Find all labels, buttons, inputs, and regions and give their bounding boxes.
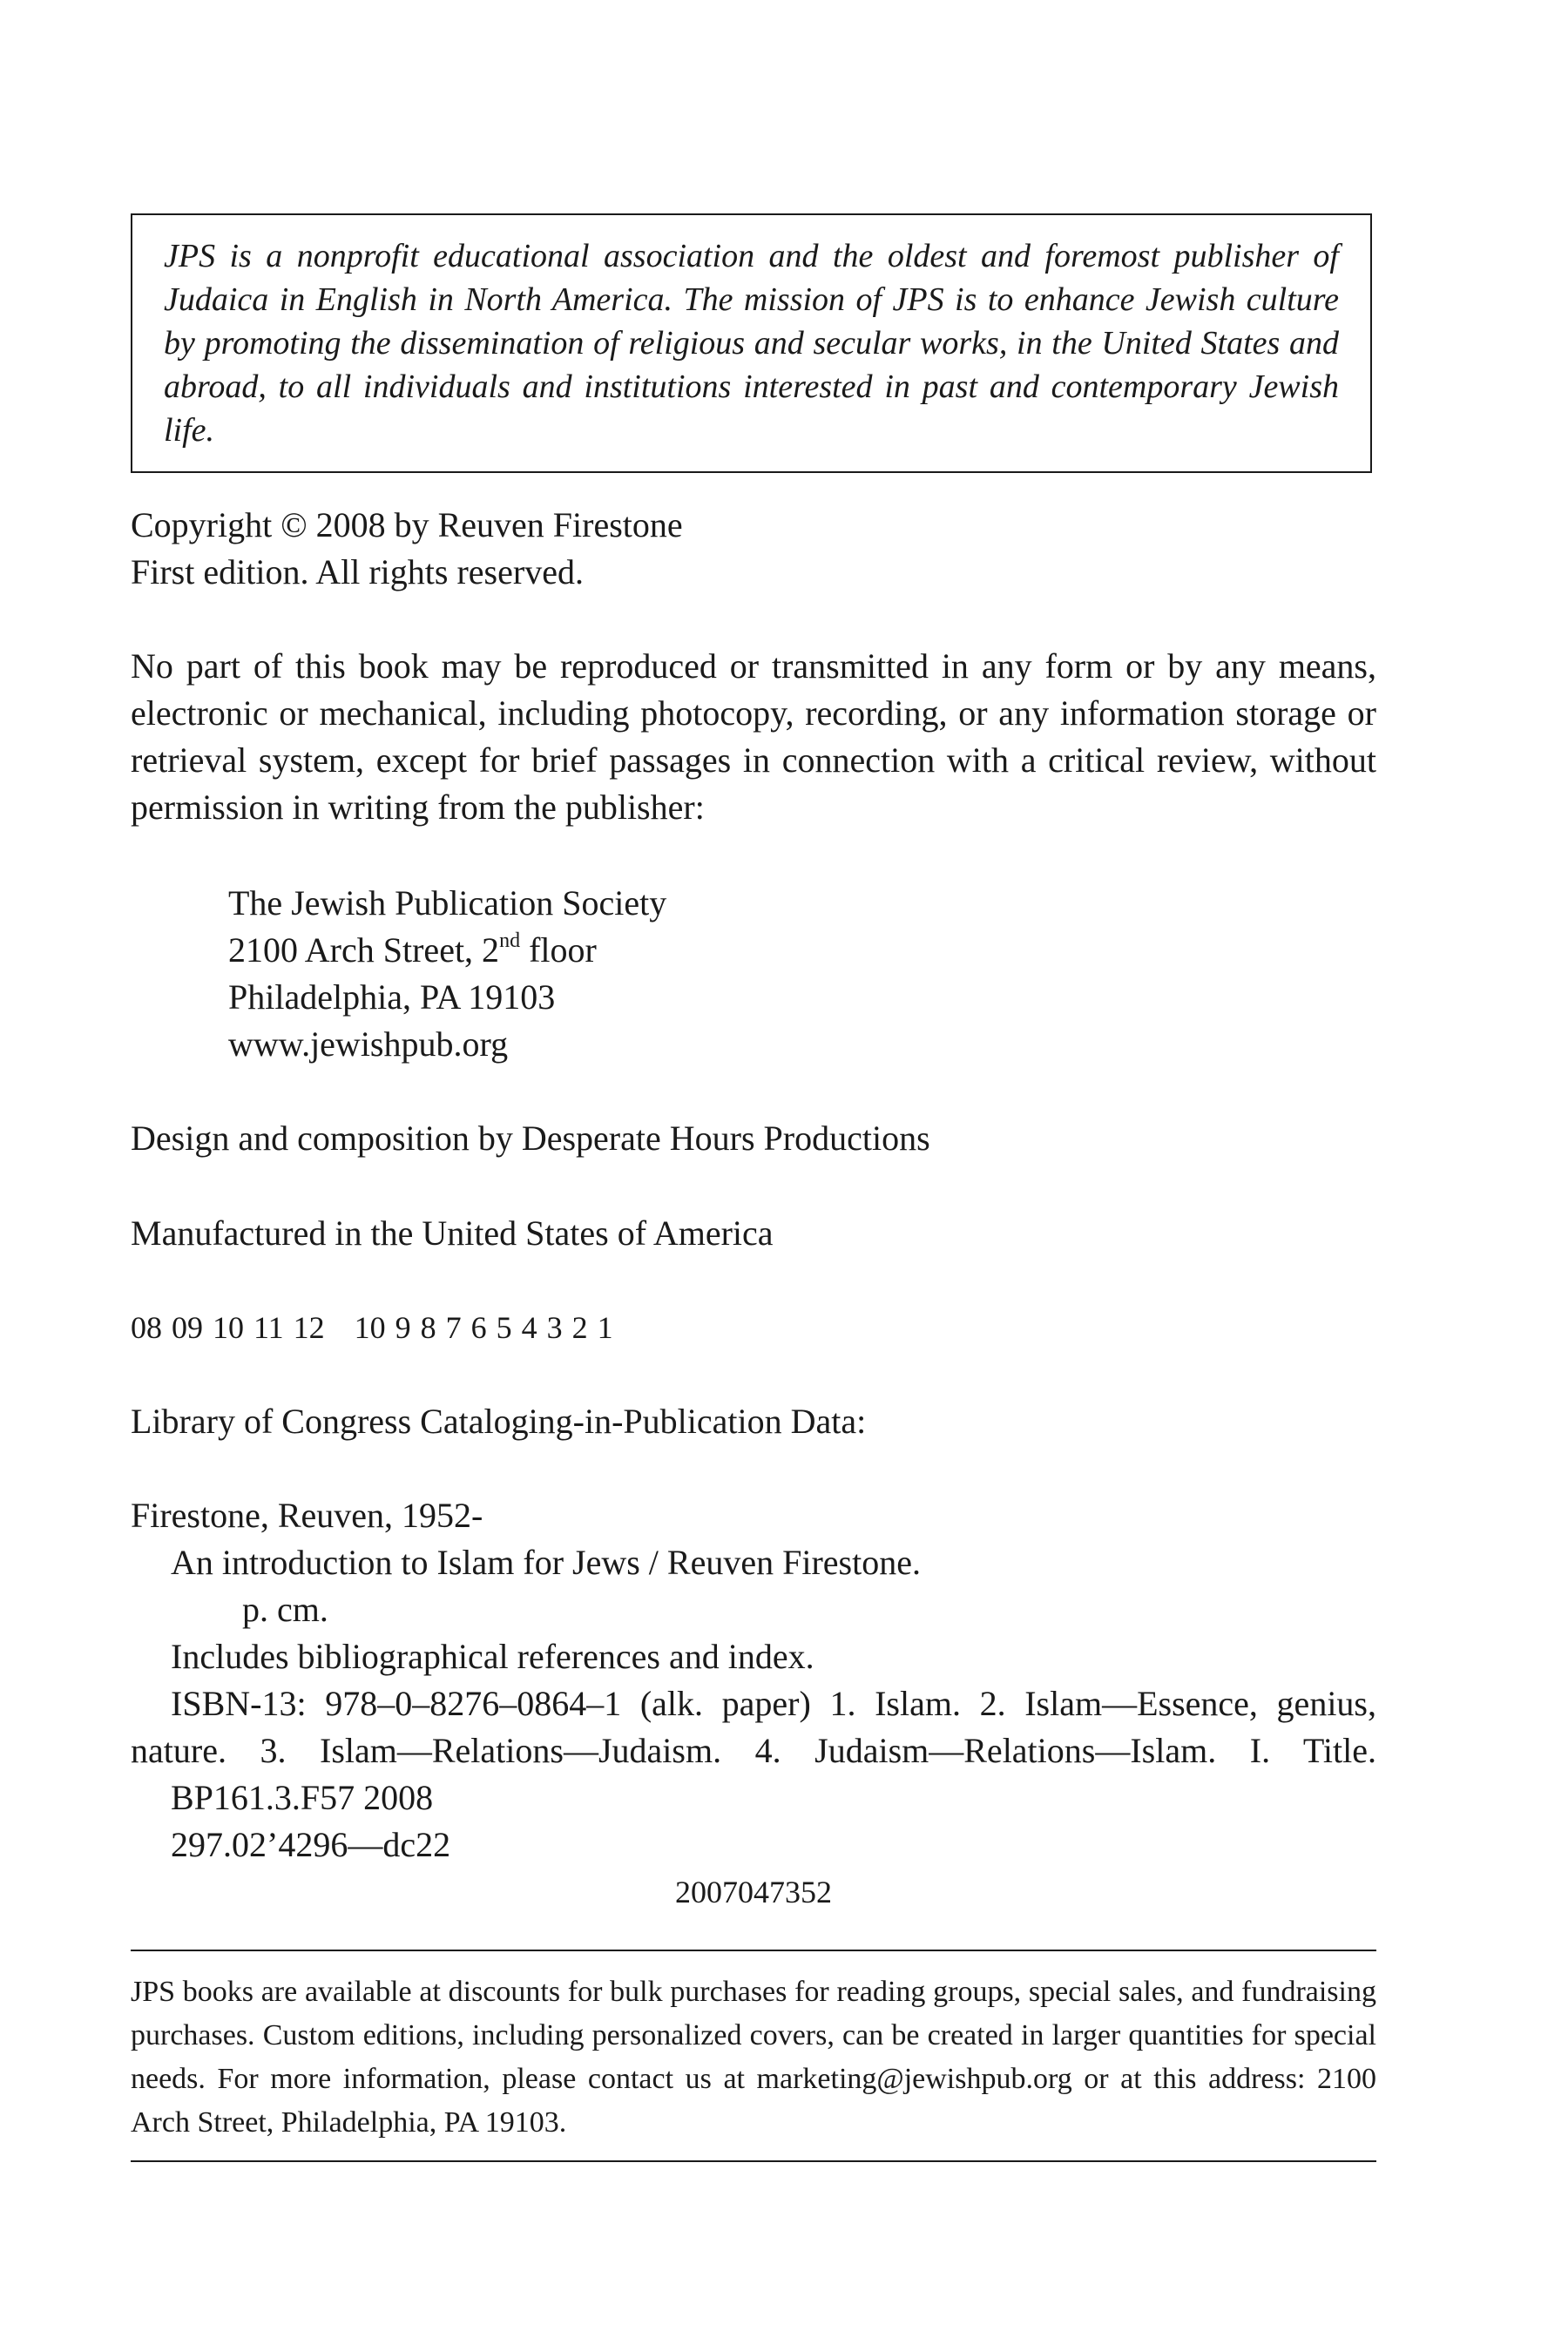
cip-notes: Includes bibliographical references and index. bbox=[171, 1637, 814, 1676]
manufactured-notice bbox=[131, 1210, 1376, 1257]
printing-years: 08 09 10 11 12 bbox=[131, 1310, 325, 1345]
printing-impressions: 10 9 8 7 6 5 4 3 2 1 bbox=[354, 1310, 613, 1345]
printing-line bbox=[131, 1304, 1376, 1351]
design-credit bbox=[131, 1115, 1376, 1162]
bulk-sales-top-rule bbox=[131, 1950, 1376, 1951]
publisher-street-prefix: 2100 Arch Street, 2 bbox=[228, 930, 500, 970]
cip-lccn: 2007047352 bbox=[675, 1875, 832, 1909]
bulk-sales-notice bbox=[131, 1970, 1376, 2145]
publisher-website: www.jewishpub.org bbox=[228, 1024, 509, 1064]
cip-pages: p. cm. bbox=[242, 1590, 328, 1629]
publisher-city: Philadelphia, PA 19103 bbox=[228, 977, 556, 1017]
design-credit-text: Design and composition by Desperate Hours Productions bbox=[131, 1119, 930, 1158]
cip-lc-class: BP161.3.F57 2008 bbox=[171, 1778, 434, 1817]
manufactured-text: Manufactured in the United States of America bbox=[131, 1213, 774, 1253]
cip-dewey: 297.02’4296—dc22 bbox=[171, 1825, 451, 1864]
publisher-address bbox=[228, 880, 1474, 1068]
cip-author: Firestone, Reuven, 1952- bbox=[131, 1496, 483, 1535]
rights-notice-text: No part of this book may be reproduced or transmitted in any form or by any means, electronic or mechanical, including photocopy, recording, or any information storage or retrieval system, except for brief passages in connection with a critical review, without permission in writing from the publisher: bbox=[131, 646, 1376, 827]
cip-title: An introduction to Islam for Jews / Reuven Firestone. bbox=[171, 1543, 921, 1582]
mission-statement-text: JPS is a nonprofit educational association and the oldest and foremost publisher of Judaica in English in North America. The mission of JPS is to enhance Jewish culture by promoting the dissemination of religious and secular works, in the United States and abroad, to all individuals and institutions interested in past and contemporary Jewish life. bbox=[164, 238, 1339, 449]
loc-heading bbox=[131, 1398, 1376, 1445]
copyright-line: Copyright © 2008 by Reuven Firestone bbox=[131, 505, 683, 544]
copyright-block bbox=[131, 502, 1376, 596]
publisher-name: The Jewish Publication Society bbox=[228, 883, 667, 923]
publisher-street-ordinal: nd bbox=[499, 929, 521, 953]
edition-line: First edition. All rights reserved. bbox=[131, 552, 584, 591]
publisher-street bbox=[228, 927, 1474, 974]
bulk-sales-bottom-rule bbox=[131, 2160, 1376, 2162]
rights-notice bbox=[131, 643, 1376, 831]
loc-heading-text: Library of Congress Cataloging-in-Publication Data: bbox=[131, 1402, 867, 1441]
cip-isbn-line-2: nature. 3. Islam—Relations—Judaism. 4. Judaism—Relations—Islam. I. Title. bbox=[131, 1731, 1376, 1770]
mission-statement-box bbox=[131, 213, 1372, 473]
cip-isbn-line-1: ISBN-13: 978–0–8276–0864–1 (alk. paper) 1. Islam. 2. Islam—Essence, genius, bbox=[171, 1684, 1376, 1723]
bulk-sales-text: JPS books are available at discounts for bulk purchases for reading groups, special sales, and fundraising purchases. Custom editions, including personalized covers, can be created in larger quantities for special needs. For more information, please contact us at marketing@jewishpub.org or at this address: 2100 Arch Street, Philadelphia, PA 19103. bbox=[131, 1976, 1376, 2139]
cip-data bbox=[131, 1492, 1376, 1916]
publisher-street-suffix: floor bbox=[520, 930, 597, 970]
